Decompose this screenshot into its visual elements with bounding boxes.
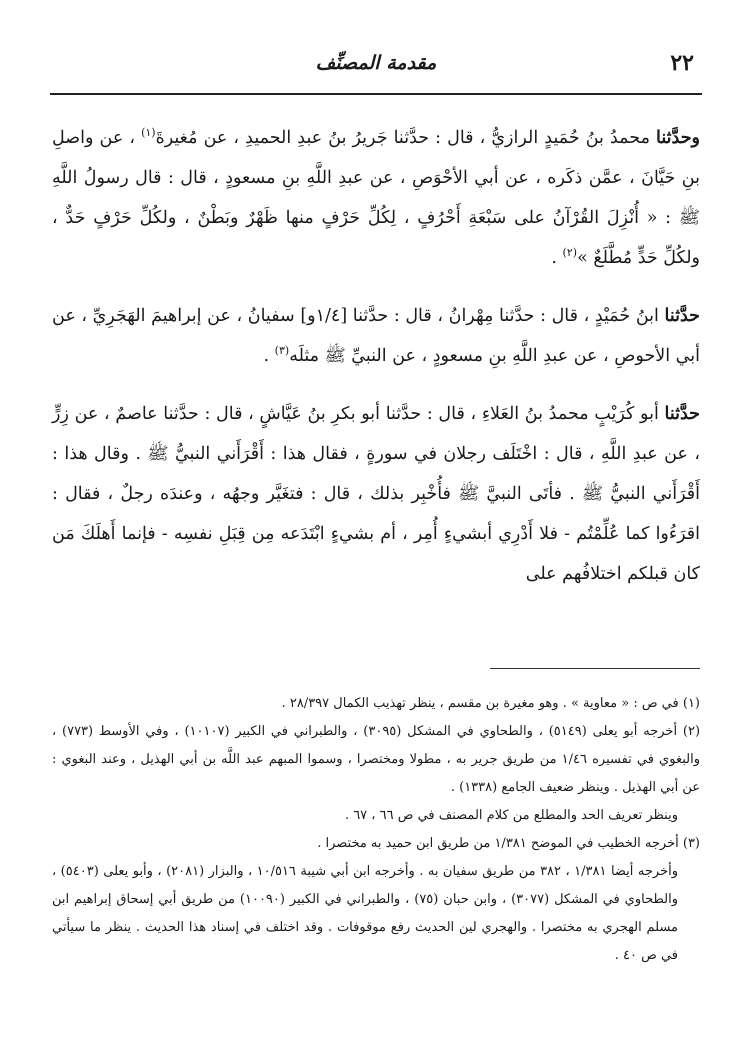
footnote-2: (٢) أخرجه أبو يعلى (٥١٤٩) ، والطحاوي في المشكل (٣٠٩٥) ، والطبراني في الكبير (١٠١٠٧) ، وفي الأوسط (٧٧٣) ، والبغوي في تفسيره ١/٤٦ من طريق جرير به ، مطولا ومختصرا ، وسموا المبهم عبد اللَّه بن أبي الهذيل ، وعند البغوي : عن أبي الهذيل . وينظر ضعيف الجامع (١٣٣٨) . (52, 724, 701, 795)
paragraph-text: محمدُ بنُ حُمَيدٍ الرازيُّ ، قال : حدَّثنا جَريرُ بنُ عبدِ الحميدِ ، عن مُغيرةَ (155, 128, 657, 148)
paragraph-text: . (551, 248, 563, 268)
footnote-3: (٣) أخرجه الخطيب في الموضح ١/٣٨١ من طريق ابن حميد به مختصرا . (317, 836, 700, 851)
page-header (50, 40, 702, 90)
footnote-ref: (٢) (562, 246, 578, 260)
page-number: ٢٢ (670, 50, 694, 76)
paragraph-text: ابنُ حُمَيْدٍ ، قال : حدَّثنا مِهْرانُ ، قال : حدَّثنا [١/٤و] سفيانُ ، عن إبراهيمَ الهَجَرِيِّ ، عن أبي الأحوصِ ، عن عبدِ اللَّهِ بنِ مسعودٍ ، عن النبيِّ ﷺ مثلَه (52, 306, 700, 366)
paragraph-3 (52, 394, 700, 594)
paragraph-1 (52, 118, 700, 278)
footnote-rule (490, 668, 700, 669)
footnote-1: (١) في ص : « معاوية » . وهو مغيرة بن مقسم ، ينظر تهذيب الكمال ٢٨/٣٩٧ . (281, 696, 700, 711)
footnotes (52, 690, 700, 970)
paragraph-lead: حدَّثنا (664, 306, 700, 326)
header-rule (50, 93, 702, 95)
footnote-ref: (٣) (274, 344, 290, 358)
paragraph-2 (52, 296, 700, 376)
footnote-3-continuation: وأخرجه أيضا ١/٣٨١ ، ٣٨٢ من طريق سفيان به . وأخرجه ابن أبي شيبة ١٠/٥١٦ ، والبزار (٢٠٨١) ، وأبو يعلى (٥٤٠٣) ، والطحاوي في المشكل (٣٠٧٧) ، وابن حبان (٧٥) ، والطبراني في الكبير (١٠٠٩٠) من طريق أبي إسحاق إبراهيم ابن مسلم الهجري به مختصرا . والهجري لين الحديث رفع موقوفات . وقد اختلف في إسناد هذا الحديث . ينظر ما سيأتي في ص ٤٠ . (52, 864, 679, 963)
paragraph-text: أبو كُرَيْبٍ محمدُ بنُ العَلاءِ ، قال : حدَّثنا أبو بكرِ بنُ عَيَّاشٍ ، قال : حدَّثنا عاصمٌ ، عن زِرٍّ ، عن عبدِ اللَّهِ ، قال : اخْتَلَف رجلان في سورةٍ ، فقال هذا : أَقْرَأَني النبيُّ ﷺ . وقال هذا : أَقْرَأَني النبيُّ ﷺ . فأتَى النبيَّ ﷺ فأُخْبِر بذلك ، قال : فتغَيَّر وجهُه ، وعندَه رجلٌ ، فقال : اقرَءُوا كما عُلِّمْتُم - فلا أَدْرِي أبشيءٍ أُمِر ، أم بشيءٍ ابْتَدَعه مِن قِبَلِ نفسِه - فإنما أَهلَكَ مَن كان قبلكم اختلافُهم على (52, 404, 700, 584)
running-title: مقدمة المصنِّف (315, 52, 437, 74)
paragraph-lead: وحدَّثنا (656, 128, 700, 148)
footnote-ref: (١) (141, 126, 156, 140)
main-text (52, 118, 700, 612)
footnote-2-continuation: وينظر تعريف الحد والمطلع من كلام المصنف في ص ٦٦ ، ٦٧ . (344, 808, 678, 823)
paragraph-text: . (263, 346, 275, 366)
paragraph-text: ، عن واصلِ بنِ حَيَّانَ ، عمَّن ذكَره ، عن أبي الأحْوَصِ ، عن عبدِ اللَّهِ بنِ مسعودٍ ، قال : قال رسولُ اللَّهِ ﷺ : « أُنْزِلَ القُرْآنُ على سَبْعَةِ أَحْرُفٍ ، لِكُلِّ حَرْفٍ منها ظَهْرٌ وبَطْنٌ ، ولكُلِّ حَرْفٍ حَدٌّ ، ولكُلِّ حَدٍّ مُطَّلَعٌ » (52, 128, 701, 268)
paragraph-lead: حدَّثنا (664, 404, 700, 424)
